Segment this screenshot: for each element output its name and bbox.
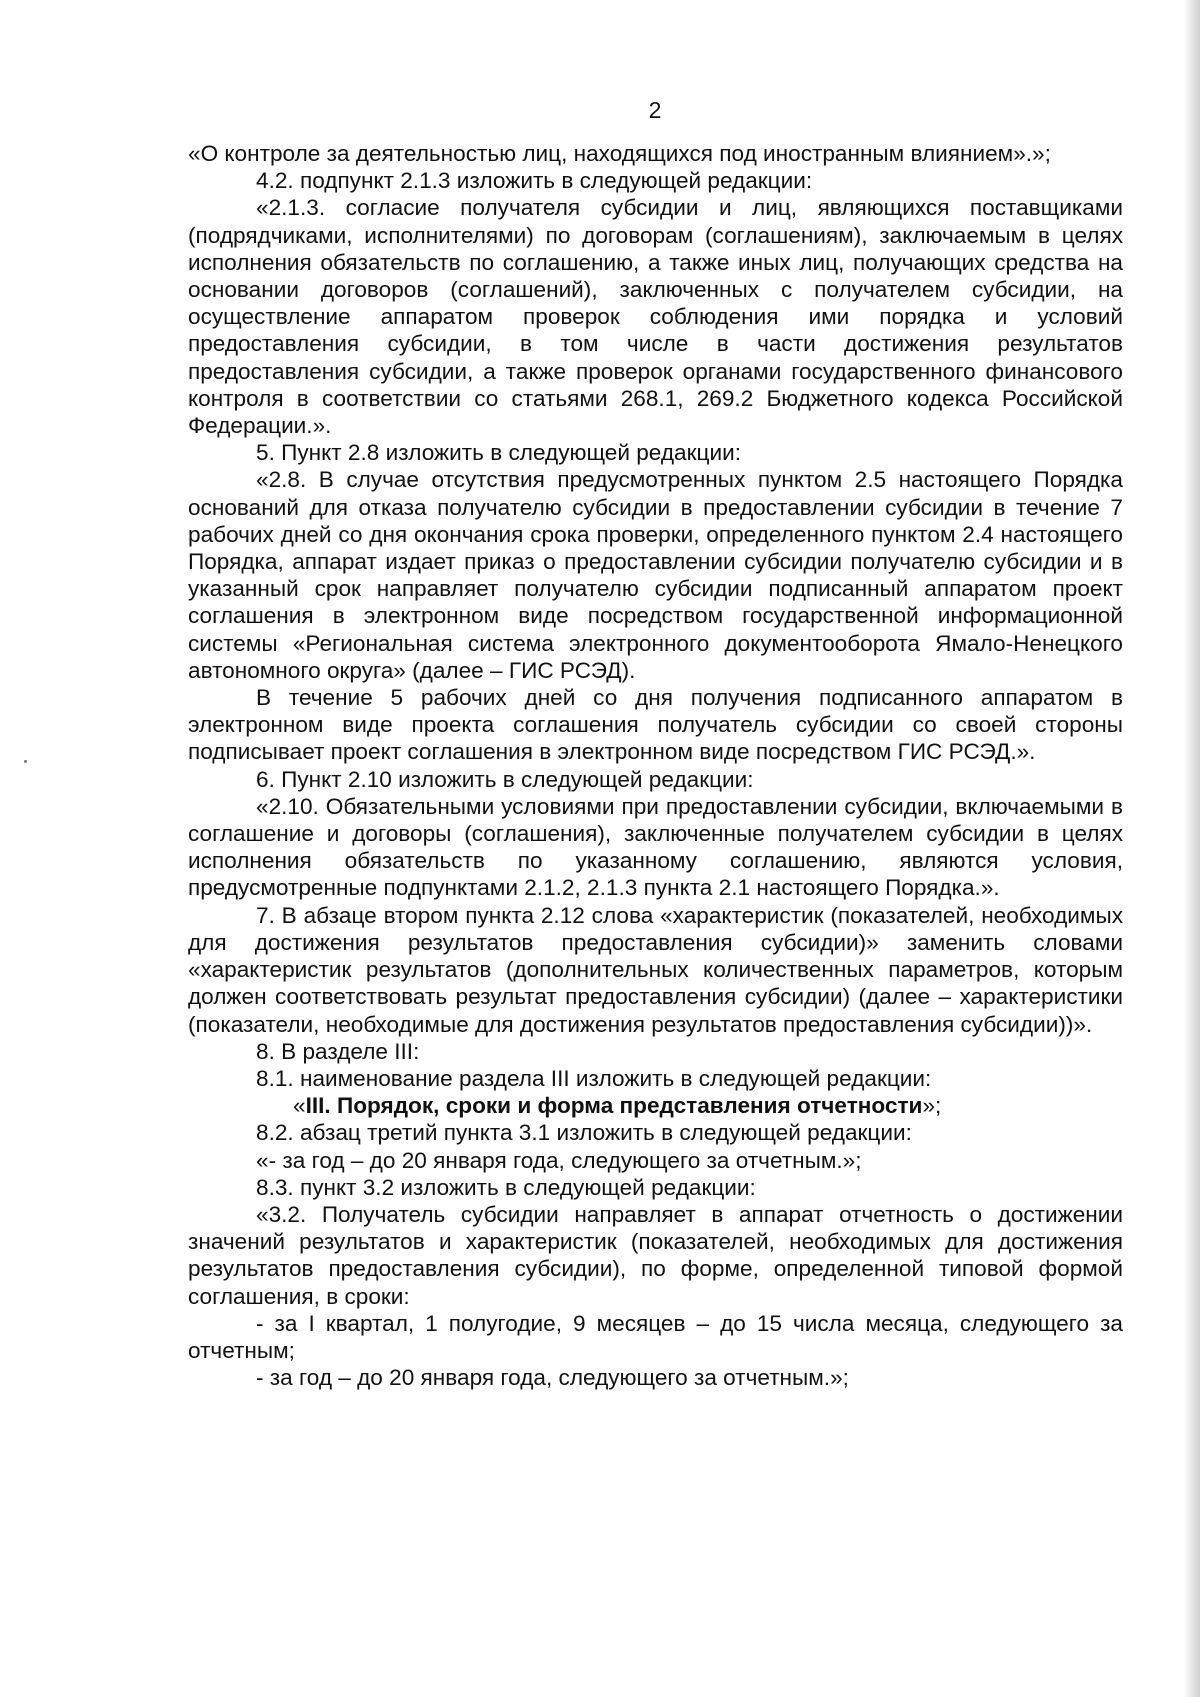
scan-dot-mark [24, 760, 27, 763]
paragraph: «2.8. В случае отсутствия предусмотренных пунктом 2.5 настоящего Порядка оснований для отказа получателю субсидии в предоставлении субсидии в течение 7 рабочих дней со дня окончания срока проверки, определенного пунктом 2.4 настоящего Порядка, аппарат издает приказ о предоставлении субсидии получателю субсидии и в указанный срок направляет получателю субсидии подписанный аппаратом проект соглашения в электронном виде посредством государственной информационной системы «Региональная система электронного документооборота Ямало-Ненецкого автономного округа» (далее – ГИС РСЭД). [188, 467, 1123, 683]
paragraph: 6. Пункт 2.10 изложить в следующей редакции: [256, 766, 754, 792]
paragraph: 8.1. наименование раздела III изложить в следующей редакции: [256, 1065, 932, 1091]
page-edge-shadow [1184, 0, 1200, 1697]
paragraph: «2.1.3. согласие получателя субсидии и лиц, являющихся поставщиками (подрядчиками, исполнителями) по договорам (соглашениям), заключаемым в целях исполнения обязательств по соглашению, а также иных лиц, получающих средства на основании договоров (соглашений), заключенных с получателем субсидии, на осуществление аппаратом проверок соблюдения ими порядка и условий предоставления субсидии, в том числе в части достижения результатов предоставления субсидии, а также проверок органами государственного финансового контроля в соответствии со статьями 268.1, 269.2 Бюджетного кодекса Российской Федерации.». [188, 195, 1123, 439]
paragraphs-before-heading [188, 140, 1123, 1092]
section-heading-close: »; [922, 1093, 942, 1119]
paragraphs-after-heading [188, 1119, 1123, 1391]
paragraph: 8.2. абзац третий пункта 3.1 изложить в следующей редакции: [256, 1120, 912, 1146]
paragraph: «О контроле за деятельностью лиц, находящихся под иностранным влиянием».»; [188, 141, 1051, 166]
document-body [188, 140, 1123, 1391]
page-number: 2 [648, 97, 662, 123]
section-heading-title: III. Порядок, сроки и форма представления отчетности [305, 1093, 923, 1119]
paragraph: 7. В абзаце втором пункта 2.12 слова «характеристик (показателей, необходимых для достижения результатов предоставления субсидии)» заменить словами «характеристик результатов (дополнительных количественных параметров, которым должен соответствовать результат предоставления субсидии) (далее – характеристики (показатели, необходимые для достижения результатов предоставления субсидии))». [188, 902, 1123, 1037]
section-heading-open-quote: « [293, 1093, 306, 1119]
section-heading [188, 1092, 1123, 1119]
paragraph: 8.3. пункт 3.2 изложить в следующей редакции: [256, 1174, 756, 1200]
paragraph: - за год – до 20 января года, следующего за отчетным.»; [256, 1365, 849, 1391]
paragraph: - за I квартал, 1 полугодие, 9 месяцев – до 15 числа месяца, следующего за отчетным; [188, 1310, 1123, 1363]
paragraph: «- за год – до 20 января года, следующего за отчетным.»; [256, 1147, 862, 1173]
paragraph: В течение 5 рабочих дней со дня получения подписанного аппаратом в электронном виде проекта соглашения получатель субсидии со своей стороны подписывает проект соглашения в электронном виде посредством ГИС РСЭД.». [188, 685, 1123, 765]
paragraph: 5. Пункт 2.8 изложить в следующей редакции: [256, 440, 741, 466]
paragraph: 8. В разделе III: [256, 1038, 420, 1064]
paragraph: «3.2. Получатель субсидии направляет в аппарат отчетность о достижении значений результатов и характеристик (показателей, необходимых для достижения результатов предоставления субсидии), по форме, определенной типовой формой соглашения, в сроки: [188, 1201, 1123, 1309]
paragraph: 4.2. подпункт 2.1.3 изложить в следующей редакции: [256, 168, 813, 194]
paragraph: «2.10. Обязательными условиями при предоставлении субсидии, включаемыми в соглашение и договоры (соглашения), заключенные получателем субсидии в целях исполнения обязательств по указанному соглашению, являются условия, предусмотренные подпунктами 2.1.2, 2.1.3 пункта 2.1 настоящего Порядка.». [188, 793, 1123, 901]
